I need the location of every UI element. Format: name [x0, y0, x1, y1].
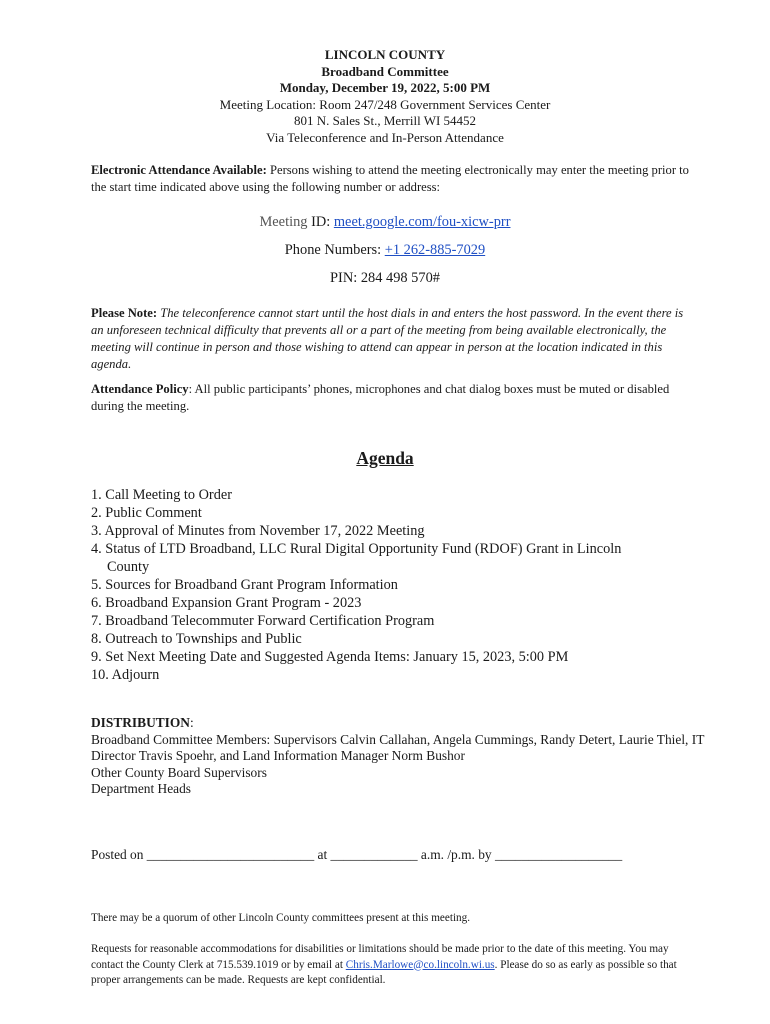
agenda-item: 2. Public Comment — [91, 505, 202, 521]
meeting-id-label-a: Meeting — [259, 214, 308, 230]
please-note-paragraph — [91, 305, 691, 373]
attendance-policy-paragraph — [91, 381, 691, 415]
electronic-attendance-paragraph — [91, 162, 691, 196]
attendance-mode: Via Teleconference and In-Person Attendance — [266, 129, 504, 145]
accommodations-text-b: . Please do so as early as possible so that proper arrangements can be made. Requests are kept confidential. — [91, 958, 677, 986]
agenda-item: 7. Broadband Telecommuter Forward Certification Program — [91, 613, 435, 629]
agenda-item: 1. Call Meeting to Order — [91, 487, 232, 503]
please-note-label: Please Note: — [91, 306, 158, 320]
agenda-title: Agenda — [356, 448, 414, 468]
meeting-id-label-b: ID: — [307, 214, 334, 230]
county-name: LINCOLN COUNTY — [324, 47, 446, 62]
meeting-location: Meeting Location: Room 247/248 Government Services Center — [219, 96, 551, 112]
agenda-item: 4. Status of LTD Broadband, LLC Rural Digital Opportunity Fund (RDOF) Grant in Lincoln County — [91, 540, 691, 576]
agenda-item: 5. Sources for Broadband Grant Program Information — [91, 577, 398, 593]
agenda-item-continuation: County — [107, 559, 150, 575]
distribution-section — [91, 715, 711, 798]
meeting-id-link[interactable]: meet.google.com/fou-xicw-prr — [333, 214, 511, 230]
agenda-item: 9. Set Next Meeting Date and Suggested Agenda Items: January 15, 2023, 5:00 PM — [91, 649, 569, 665]
distribution-colon: : — [189, 715, 194, 730]
meeting-address: 801 N. Sales St., Merrill WI 54452 — [293, 113, 477, 128]
electronic-attendance-text: Persons wishing to attend the meeting electronically may enter the meeting prior to the start time indicated above using the following number or address: — [91, 163, 689, 194]
committee-name: Broadband Committee — [321, 63, 449, 79]
accommodations-text-a: Requests for reasonable accommodations for disabilities or limitations should be made prior to the date of this meeting. You may contact the County Clerk at 715.539.1019 or by email at — [91, 943, 669, 971]
agenda-item: 3. Approval of Minutes from November 17, 2022 Meeting — [91, 523, 425, 539]
meeting-id-line — [0, 214, 770, 231]
phone-line — [0, 242, 770, 259]
attendance-policy-label: Attendance Policy — [91, 382, 189, 396]
agenda-item: 8. Outreach to Townships and Public — [91, 631, 302, 647]
phone-link[interactable]: +1 262-885-7029 — [384, 242, 486, 258]
distribution-members: Broadband Committee Members: Supervisors Calvin Callahan, Angela Cummings, Randy Detert, Laurie Thiel, IT Director Travis Spoehr, and Land Information Manager Norm Bushor — [91, 731, 705, 764]
quorum-notice: There may be a quorum of other Lincoln County committees present at this meeting. — [91, 912, 471, 924]
accommodations-notice — [91, 942, 681, 989]
clerk-email-link[interactable]: Chris.Marlowe@co.lincoln.wi.us — [345, 958, 495, 971]
phone-label: Phone Numbers: — [284, 242, 385, 258]
distribution-heads: Department Heads — [91, 781, 192, 797]
agenda-item: 6. Broadband Expansion Grant Program - 2023 — [91, 595, 362, 611]
distribution-label: DISTRIBUTION — [91, 715, 190, 730]
electronic-attendance-label: Electronic Attendance Available: — [91, 163, 267, 177]
agenda-item: 10. Adjourn — [91, 667, 160, 683]
attendance-policy-text: : All public participants’ phones, microphones and chat dialog boxes must be muted or disabled during the meeting. — [91, 382, 670, 413]
meeting-header — [0, 47, 770, 146]
meeting-date: Monday, December 19, 2022, 5:00 PM — [279, 80, 491, 95]
pin-line: PIN: 284 498 570# — [330, 270, 440, 286]
distribution-supervisors: Other County Board Supervisors — [91, 764, 267, 780]
posted-line: Posted on _________________________ at _____________ a.m. /p.m. by ___________________ — [91, 847, 623, 862]
please-note-text: The teleconference cannot start until the host dials in and enters the host password. In the event there is an unforeseen technical difficulty that prevents all or a part of the meeting from being available electronically, the meeting will continue in person and those wishing to attend can appear in person at the location indicated in this agenda. — [91, 306, 684, 371]
agenda-list — [91, 486, 691, 684]
